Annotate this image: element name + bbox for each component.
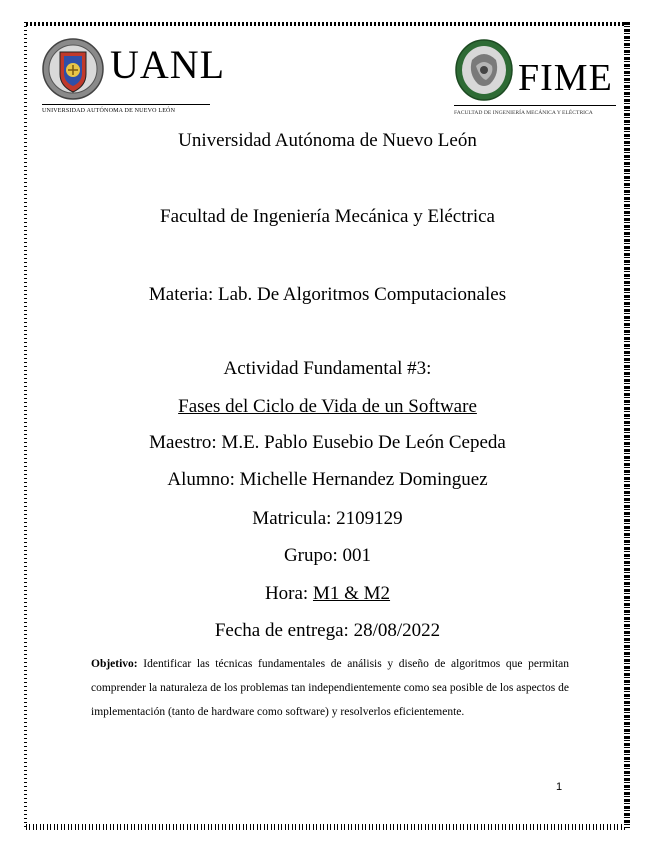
uanl-logo — [40, 36, 226, 120]
fime-logo-rule — [454, 105, 616, 106]
page-border-bottom — [26, 824, 627, 830]
uanl-logo-text: UANL — [110, 42, 226, 87]
uanl-logo-rule — [42, 104, 210, 105]
uanl-logo-subtitle: UNIVERSIDAD AUTÓNOMA DE NUEVO LEÓN — [42, 108, 176, 114]
objective-text: Identificar las técnicas fundamentales de análisis y diseño de algoritmos que permitan comprender la naturaleza de los problemas tan independientemente como sea posible de los aspectos de implementación (tanto de hardware como software) y resolverlos eficientemente. — [91, 658, 569, 718]
subject-line: Materia: Lab. De Algoritmos Computacionales — [148, 284, 507, 305]
activity-title: Actividad Fundamental #3: — [223, 358, 432, 379]
fime-logo — [452, 38, 617, 122]
hour-line — [0, 583, 655, 605]
objective-paragraph — [91, 652, 569, 724]
hour-value: M1 & M2 — [312, 583, 391, 604]
fime-seal-icon — [454, 38, 514, 102]
faculty-name: Facultad de Ingeniería Mecánica y Eléctrica — [160, 206, 495, 227]
page-border-top — [26, 22, 627, 26]
due-date-line: Fecha de entrega: 28/08/2022 — [214, 620, 441, 641]
id-number-line: Matricula: 2109129 — [252, 508, 403, 529]
page-number: 1 — [556, 781, 563, 793]
fime-logo-subtitle: FACULTAD DE INGENIERÍA MECÁNICA Y ELÉCTRICA — [454, 110, 593, 116]
hour-label: Hora: — [264, 583, 313, 604]
uanl-shield-icon — [42, 36, 104, 102]
teacher-line: Maestro: M.E. Pablo Eusebio De León Cepeda — [149, 432, 506, 453]
university-name: Universidad Autónoma de Nuevo León — [178, 130, 477, 151]
topic-title: Fases del Ciclo de Vida de un Software — [178, 396, 477, 417]
fime-logo-text: FIME — [518, 57, 613, 99]
group-line: Grupo: 001 — [283, 545, 372, 566]
student-line: Alumno: Michelle Hernandez Dominguez — [167, 469, 488, 490]
objective-label: Objetivo: — [91, 658, 138, 670]
